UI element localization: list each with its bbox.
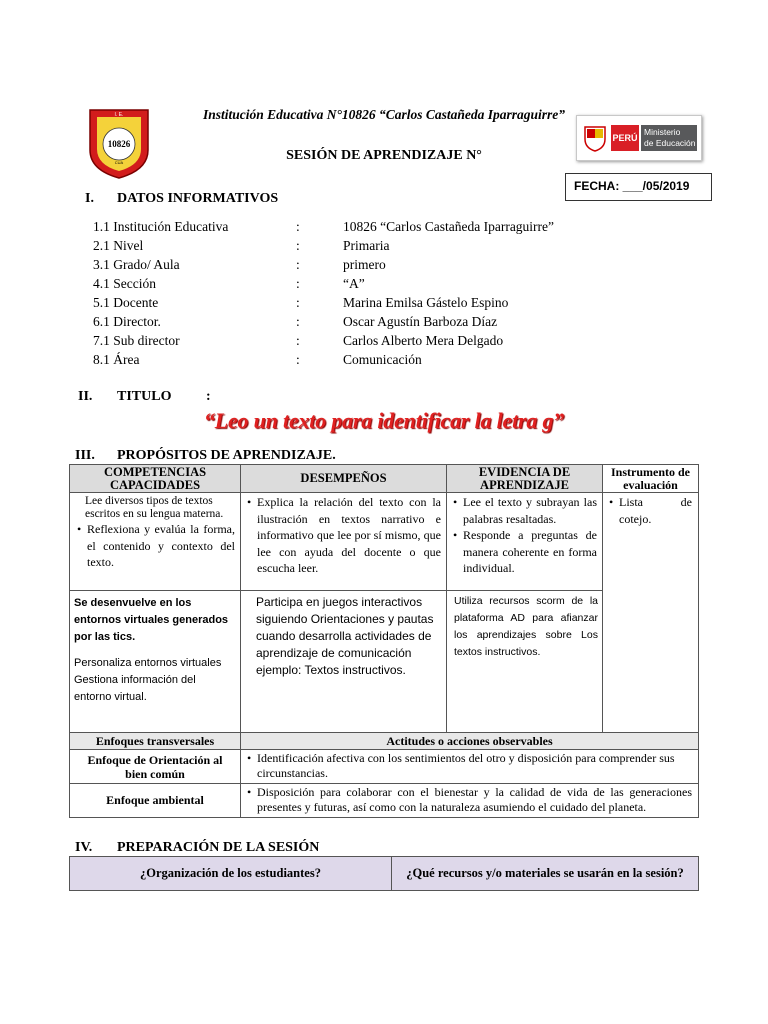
header-organizacion: ¿Organización de los estudiantes? [70, 857, 392, 891]
info-label: 1.1 Institución Educativa [93, 219, 229, 234]
info-colon: : [296, 238, 300, 253]
section-2-title: TITULO [117, 389, 172, 404]
peru-label: PERÚ [611, 125, 639, 151]
header-instrumento: Instrumento de evaluación [603, 465, 699, 493]
info-label: 3.1 Grado/ Aula [93, 257, 180, 272]
svg-text:10826: 10826 [107, 139, 131, 149]
desempeno-cell-1 [241, 493, 447, 591]
info-value: “A” [343, 276, 365, 291]
desempeno-item: • Explica la relación del texto con la ilustración en textos narrativo e informativo que lee por sí mismo, que lee con ayuda del docente o que escucha leer. [245, 494, 441, 577]
section-2-colon: : [206, 389, 211, 404]
header-enfoques: Enfoques transversales [70, 733, 241, 750]
instrumento-item: • Lista de cotejo. [607, 494, 692, 527]
info-value: primero [343, 257, 386, 272]
purposes-header-row [70, 465, 699, 493]
preparation-table [69, 856, 699, 891]
evidencia-item: • Responde a preguntas de manera coherente en forma individual. [451, 527, 597, 577]
enfoque-name: Enfoque ambiental [70, 784, 241, 818]
enfoque-action: • Identificación afectiva con los sentimientos del otro y disposición para comprender sus circunstancias. [245, 751, 692, 781]
section-3-number: III. [75, 448, 95, 463]
evidencia-cell-1 [447, 493, 603, 591]
info-label: 8.1 Área [93, 352, 140, 367]
capacidad-text: Gestiona información del entorno virtual. [74, 673, 196, 703]
info-colon: : [296, 314, 300, 329]
section-2-number: II. [78, 389, 93, 404]
competencia-cell-2 [70, 591, 241, 733]
ministry-name: Ministerio de Educación [641, 125, 697, 151]
header-recursos: ¿Qué recursos y/o materiales se usarán en la sesión? [392, 857, 699, 891]
info-label: 4.1 Sección [93, 276, 156, 291]
purposes-table [69, 464, 699, 818]
info-colon: : [296, 219, 300, 234]
enfoque-action-cell [241, 750, 699, 784]
info-label: 7.1 Sub director [93, 333, 180, 348]
info-value: Oscar Agustín Barboza Díaz [343, 314, 498, 329]
competencia-text: Se desenvuelve en los entornos virtuales generados por las tics. [74, 597, 229, 643]
session-title: SESIÓN DE APRENDIZAJE N° [286, 148, 482, 163]
svg-text:CUA: CUA [114, 160, 124, 165]
section-1-number: I. [85, 191, 94, 206]
info-value: 10826 “Carlos Castañeda Iparraguirre” [343, 219, 555, 234]
section-1-title: DATOS INFORMATIVOS [117, 191, 279, 206]
evidencia-item: • Lee el texto y subrayan las palabras resaltadas. [451, 494, 597, 527]
info-label: 5.1 Docente [93, 295, 159, 310]
school-name: Institución Educativa N°10826 “Carlos Castañeda Iparraguirre” [202, 107, 566, 122]
enfoque-row-2 [70, 784, 699, 818]
info-value: Comunicación [343, 352, 422, 367]
capacidad-text: Personaliza entornos virtuales [74, 657, 222, 669]
info-value: Primaria [343, 238, 390, 253]
info-colon: : [296, 295, 300, 310]
desempeno-cell-2: Participa en juegos interactivos siguiendo Orientaciones y pautas cuando desarrolla actividades de aprendizaje de comunicación ejemplo: Textos instructivos. [241, 591, 447, 733]
lesson-title: “Leo un texto para identificar la letra g” [203, 408, 565, 433]
info-colon: : [296, 352, 300, 367]
instrumento-cell [603, 493, 699, 733]
competencia-text: Lee diversos tipos de textos escritos en su lengua materna. [85, 495, 224, 520]
info-value: Marina Emilsa Gástelo Espino [343, 295, 509, 310]
info-label: 6.1 Director. [93, 314, 161, 329]
info-colon: : [296, 333, 300, 348]
date-box: FECHA: ___/05/2019 [565, 173, 712, 201]
header-actitudes: Actitudes o acciones observables [241, 733, 699, 750]
header-competencias: COMPETENCIAS CAPACIDADES [70, 465, 241, 493]
enfoque-action: • Disposición para colaborar con el bienestar y la calidad de vida de las generaciones presentes y futuras, así como con la naturaleza asumiendo el cuidado del planeta. [245, 785, 692, 815]
enfoque-row-1 [70, 750, 699, 784]
purposes-row-1 [70, 493, 699, 591]
enfoque-action-cell [241, 784, 699, 818]
evidencia-cell-2: Utiliza recursos scorm de la plataforma AD para afianzar los aprendizajes sobre Los textos instructivos. [447, 591, 603, 733]
header-evidencia: EVIDENCIA DE APRENDIZAJE [447, 465, 603, 493]
svg-text:I. E.: I. E. [114, 112, 124, 118]
info-value: Carlos Alberto Mera Delgado [343, 333, 504, 348]
section-4-title: PREPARACIÓN DE LA SESIÓN [117, 840, 320, 855]
capacidad-item: • Reflexiona y evalúa la forma, el contenido y contexto del texto. [75, 521, 235, 571]
enfoque-name: Enfoque de Orientación al bien común [70, 750, 241, 784]
info-colon: : [296, 257, 300, 272]
competencia-cell-1 [70, 493, 241, 591]
section-3-title: PROPÓSITOS DE APRENDIZAJE. [117, 448, 336, 463]
info-label: 2.1 Nivel [93, 238, 144, 253]
info-colon: : [296, 276, 300, 291]
section-4-number: IV. [75, 840, 93, 855]
header-desempenos: DESEMPEÑOS [241, 465, 447, 493]
preparation-header-row [70, 857, 699, 891]
enfoques-header-row [70, 733, 699, 750]
